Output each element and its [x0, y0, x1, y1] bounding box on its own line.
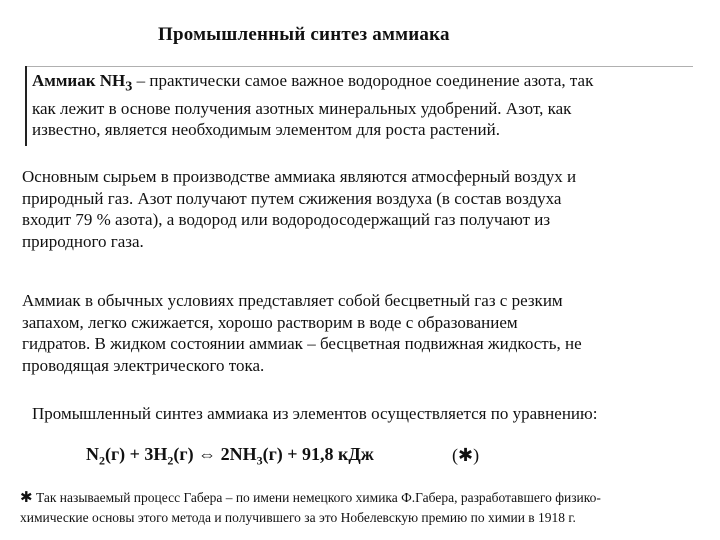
paragraph-line: Аммиак в обычных условиях представляет собой бесцветный газ с резким — [22, 291, 563, 310]
paragraph-line: проводящая электрического тока. — [22, 355, 265, 375]
intro-lead-subscript: 3 — [125, 78, 133, 95]
intro-line-2: как лежит в основе получения азотных минеральных удобрений. Азот, как — [32, 98, 572, 118]
intro-paragraph — [32, 70, 712, 141]
equation-footnote-marker: (✱) — [452, 445, 480, 465]
synthesis-intro-paragraph: Промышленный синтез аммиака из элементов осуществляется по уравнению: — [32, 404, 598, 423]
footnote-line-2: химические основы этого метода и получившего за это Нобелевскую премию по химии в 1918 г. — [20, 510, 576, 525]
equilibrium-arrow-icon: ⇔ — [198, 444, 217, 464]
synthesis-equation — [86, 444, 374, 469]
paragraph-line: природный газ. Азот получают путем сжижения воздуха (в состав воздуха — [22, 188, 562, 208]
eq-subscript: 2 — [99, 453, 105, 468]
page-title: Промышленный синтез аммиака — [158, 24, 450, 45]
eq-subscript: 3 — [256, 453, 263, 468]
paragraph-line: входит 79 % азота), а водород или водородосодержащий газ получают из — [22, 210, 551, 229]
asterisk-icon: ✱ — [20, 490, 33, 506]
eq-text: (г) + 3H — [105, 444, 168, 464]
intro-lead-text: Аммиак NH — [32, 71, 126, 90]
footnote — [20, 488, 710, 528]
paragraph-line: запахом, легко сжижается, хорошо растворим в воде с образованием — [22, 312, 518, 332]
eq-text: (г) — [173, 444, 194, 464]
eq-text: 2NH — [216, 444, 257, 464]
eq-text: (г) + 91,8 кДж — [262, 444, 374, 464]
footnote-text: Так называемый процесс Габера – по имени немецкого химика Ф.Габера, разработавшего физико- — [32, 490, 601, 505]
eq-subscript: 2 — [167, 453, 174, 468]
intro-line-3: известно, является необходимым элементом для роста растений. — [32, 120, 500, 140]
intro-lead — [32, 71, 133, 95]
intro-line-1 — [32, 70, 712, 98]
paragraph-line: гидратов. В жидком состоянии аммиак – бесцветная подвижная жидкость, не — [22, 334, 582, 353]
eq-nitrogen: N — [86, 444, 99, 464]
raw-materials-paragraph — [22, 166, 712, 252]
paragraph-line: природного газа. — [22, 231, 144, 251]
paragraph-line: Основным сырьем в производстве аммиака являются атмосферный воздух и — [22, 167, 577, 186]
footnote-line-1 — [20, 488, 710, 508]
intro-line-1-text: – практически самое важное водородное соединение азота, так — [132, 71, 594, 90]
properties-paragraph — [22, 290, 712, 376]
